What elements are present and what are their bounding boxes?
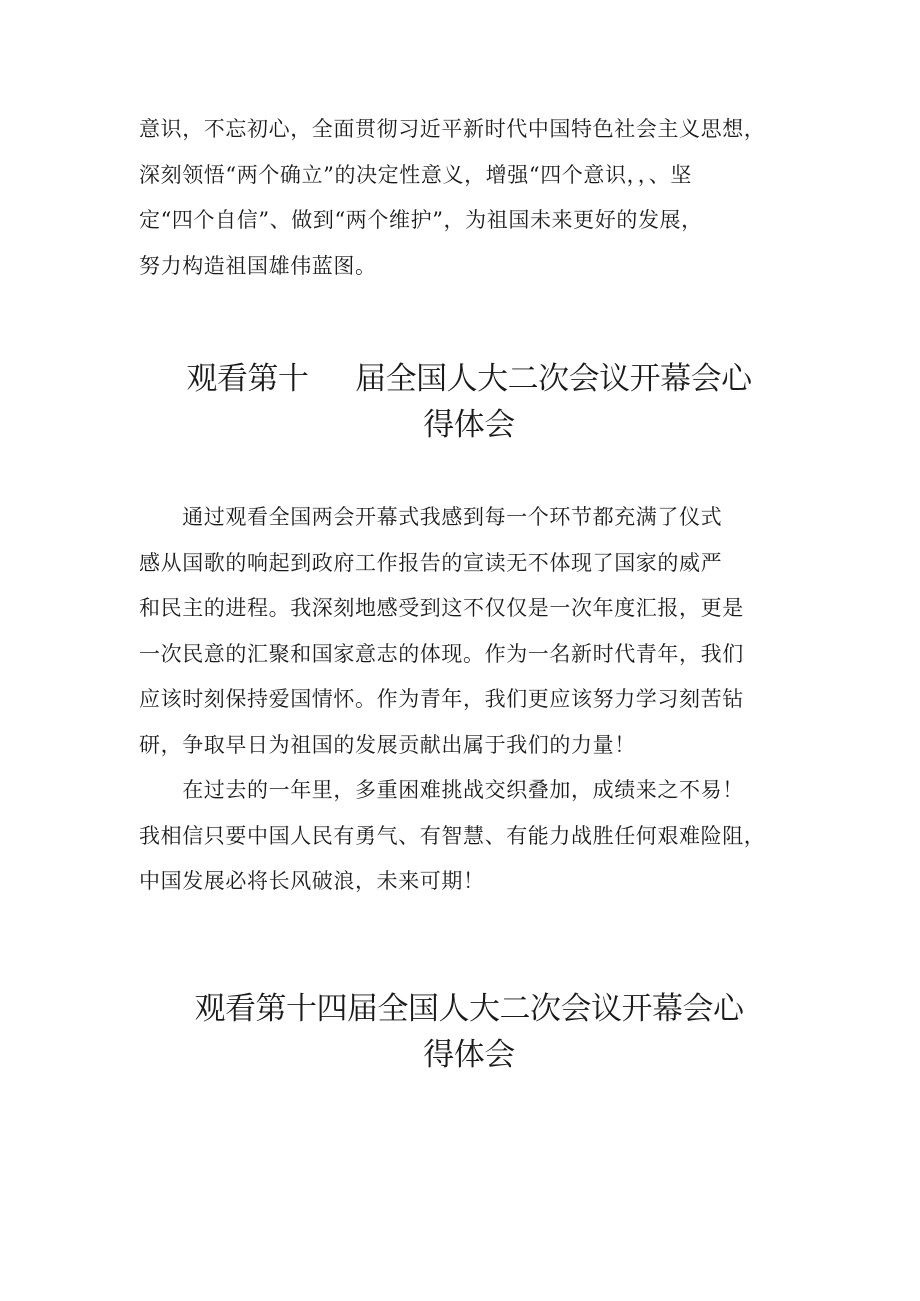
text-line: 通过观看全国两会开幕式我感到每一个环节都充满了仪式 <box>139 505 723 529</box>
text-line: 感从国歌的响起到政府工作报告的宣读无不体现了国家的威严 <box>139 550 723 575</box>
heading-line: 得体会 <box>423 407 515 443</box>
text-line: 和民主的进程。我深刻地感受到这不仅仅是一次年度汇报，更是 <box>139 596 744 620</box>
text-line: 中国发展必将长风破浪，未来可期！ <box>139 869 485 893</box>
text-line: 在过去的一年里，多重困难挑战交织叠加，成绩来之不易！ <box>139 778 744 802</box>
heading-line: 观看第十四届全国人大二次会议开幕会心 <box>194 991 744 1027</box>
paragraph-body <box>139 495 799 905</box>
paragraph-intro <box>139 107 799 289</box>
text-line: 应该时刻保持爱国情怀。作为青年，我们更应该努力学习刻苦钻 <box>139 687 744 711</box>
heading-line: 观看第十 届全国人大二次会议开幕会心 <box>186 361 752 397</box>
text-line: 深刻领悟“两个确立”的决定性意义，增强“四个意识，，、坚 <box>139 162 693 187</box>
text-line: 我相信只要中国人民有勇气、有智慧、有能力战胜任何艰难险阻， <box>139 823 766 848</box>
section-heading-2 <box>139 986 799 1078</box>
text-line: 一次民意的汇聚和国家意志的体现。作为一名新时代青年，我们 <box>139 641 744 666</box>
text-line: 努力构造祖国雄伟蓝图。 <box>139 253 377 278</box>
text-line: 研，争取早日为祖国的发展贡献出属于我们的力量！ <box>139 732 636 757</box>
text-line: 定“四个自信”、做到“两个维护”，为祖国未来更好的发展， <box>139 208 703 232</box>
section-heading-1 <box>139 356 799 448</box>
heading-line: 得体会 <box>423 1037 515 1073</box>
text-line: 意识，不忘初心，全面贯彻习近平新时代中国特色社会主义思想， <box>139 117 766 141</box>
